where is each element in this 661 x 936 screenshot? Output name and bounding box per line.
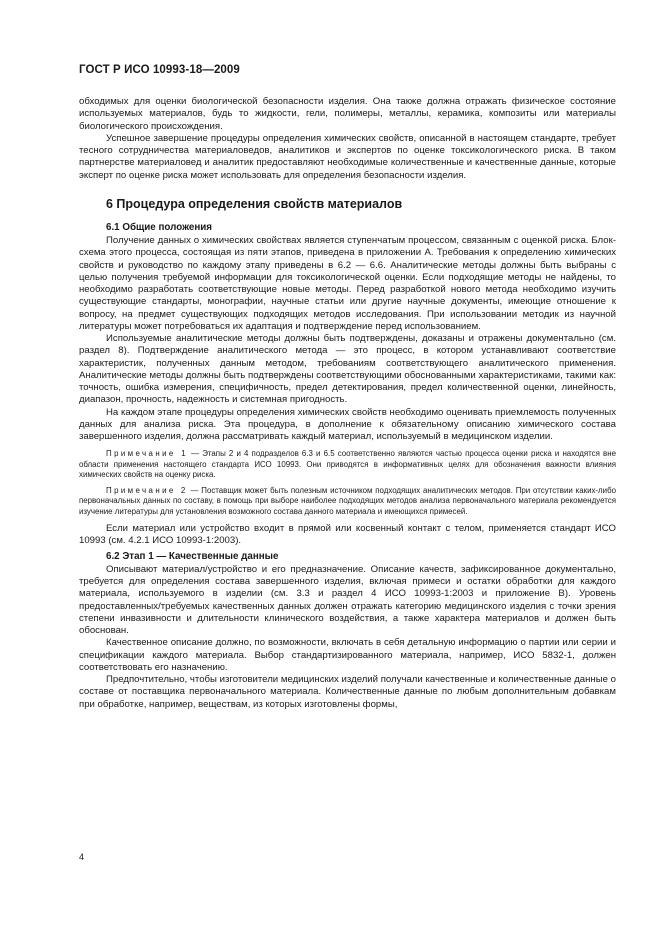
paragraph: Предпочтительно, чтобы изготовители медицинских изделий получали качественные и количественные данные о составе от поставщика первоначального материала. Количественные данные по любым дополнительным добавкам при обработке, например, веществам, из которых изготовлены формы, xyxy=(79,674,616,710)
document-body xyxy=(79,96,616,711)
paragraph: На каждом этапе процедуры определения химических свойств необходимо оценивать приемлемость полученных данных для анализа риска. Эта процедура, в дополнение к обязательному описанию химического состава завершенного изделия, должна рассматривать каждый материал, используемый в медицинском изделии. xyxy=(79,406,616,442)
note-label: Примечание 2 xyxy=(106,486,188,496)
paragraph: Получение данных о химических свойствах является ступенчатым процессом, связанным с оценкой риска. Блок-схема этого процесса, состоящая из пяти этапов, приведена в приложении А. Требования к определению химических свойств и руководство по каждому этапу приведены в 6.2 — 6.6. Аналитические методы должны быть выбраны с целью получения требуемой информации для токсикологической оценки. Если подходящие методы не найдены, то необходимо разработать соответствующие новые методы. Перед разработкой нового метода необходимо изучить существующие стандарты, монографии, научные статьи или другие научные документы, имеющие отношение к вопросу, на предмет существующих подходящих методов исследования. При использовании методик из научной литературы может потребоваться их адаптация и подтверждение перед использованием. xyxy=(79,235,616,332)
note xyxy=(79,486,616,517)
note-label: Примечание 1 xyxy=(106,449,189,459)
paragraph: Используемые аналитические методы должны быть подтверждены, доказаны и отражены документально (см. раздел 8). Подтверждение аналитического метода — это процесс, в котором устанавливают соответствие характеристик, полученных данным методом, требованиям соответствующего аналитического применения. Аналитические методы должны быть подтверждены соответствующими обоснованными характеристиками, такими как: точность, ошибка измерения, специфичность, предел детектирования, предел количественной оценки, линейность, диапазон, прочность, надежность и системная пригодность. xyxy=(79,333,616,406)
standard-header: ГОСТ Р ИСО 10993-18—2009 xyxy=(79,64,240,76)
paragraph: Описывают материал/устройство и его предназначение. Описание качеств, зафиксированное документально, требуется для определения состава завершенного изделия, включая примеси и остатки обработки для каждого материала, используемого в изделии (см. 3.3 и раздел 4 ИСО 10993-1:2003 и приложение В). Уровень предоставленных/требуемых качественных данных должен отражать категорию медицинского изделия с точки зрения степени инвазивности и длительности клинического воздействия, а также характера материалов и должен быть обоснован. xyxy=(79,563,616,637)
paragraph: Качественное описание должно, по возможности, включать в себя детальную информацию о партии или серии и спецификации каждого материала. Выбор стандартизированного материала, например, ИСО 5832-1, должен соответствовать его назначению. xyxy=(79,637,616,673)
paragraph: обходимых для оценки биологической безопасности изделия. Она также должна отражать физическое состояние используемых материалов, будь то жидкости, гели, полимеры, металлы, керамика, композиты или материалы биологического происхождения. xyxy=(79,96,616,132)
section-title: 6 Процедура определения свойств материалов xyxy=(106,196,403,211)
paragraph: Если материал или устройство входит в прямой или косвенный контакт с телом, применяется стандарт ИСО 10993 (см. 4.2.1 ИСО 10993-1:2003). xyxy=(79,523,616,547)
page-number: 4 xyxy=(79,852,85,862)
note xyxy=(79,449,616,480)
note-text: — Этапы 2 и 4 подразделов 6.3 и 6.5 соответственно являются частью процесса оценки риска и находятся вне области применения настоящего стандарта ИСО 10993. Они приводятся в информативных целях для обозначения важности влияния химических свойств на оценку риска. xyxy=(79,449,616,479)
subsection-title: 6.1 Общие положения xyxy=(106,221,213,233)
subsection-title: 6.2 Этап 1 — Качественные данные xyxy=(106,550,279,562)
note-text: — Поставщик может быть полезным источником подходящих аналитических методов. При отсутствии каких-либо первоначальных данных по составу, в помощь при выборе наиболее подходящих методов анализа первоначального материала рекомендуется изучение литературы для установления возможного состава данного материала и имеющихся примесей. xyxy=(79,486,616,516)
paragraph: Успешное завершение процедуры определения химических свойств, описанной в настоящем стандарте, требует тесного сотрудничества материаловедов, аналитиков и экспертов по оценке токсикологического риска. В таком партнерстве материаловед и аналитик предоставляют необходимые количественные и качественные данные, которые эксперт по оценке риска может использовать для определения безопасности изделия. xyxy=(79,132,616,181)
